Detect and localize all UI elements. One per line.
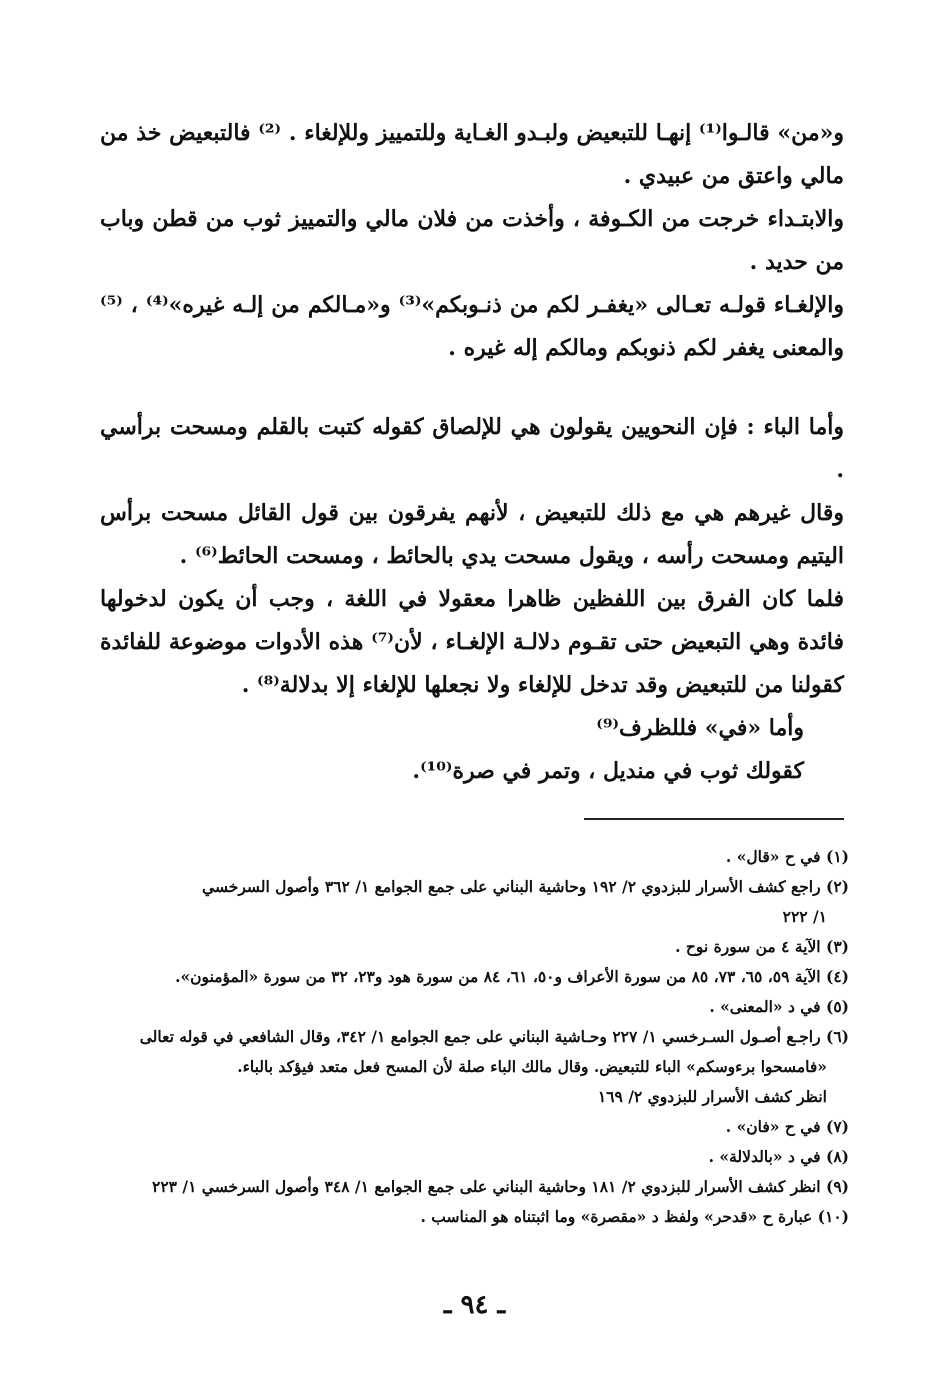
footnotes-section	[80, 842, 849, 1232]
paragraph-min: و«من» قالـوا⁽¹⁾ إنهـا للتبعيض ولبـدو الغـاية وللتمييز وللإلغاء . ⁽²⁾ فالتبعيض خذ من مالي واعتق من عبيدي .	[100, 120, 845, 189]
paragraph-ba: وأما الباء : فإن النحويين يقولون هي للإلصاق كقوله كتبت بالقلم ومسحت برأسي .	[100, 414, 844, 483]
main-body-text	[100, 112, 844, 793]
footnote-6: (٦) راجـع أصـول السـرخسي ١/ ٢٢٧ وحـاشية البناني على جمع الجوامع ١/ ٣٤٢، وقال الشافعي في قوله تعالى	[139, 1027, 849, 1046]
paragraph-example: كقولك ثوب في منديل ، وتمر في صرة⁽¹⁰⁾.	[412, 758, 804, 784]
footnote-2: (٢) راجع كشف الأسرار للبزدوي ٢/ ١٩٢ وحاشية البناني على جمع الجوامع ١/ ٣٦٢ وأصول السرخسي	[202, 877, 849, 896]
footnote-6-continuation: «فامسحوا برءوسكم» الباء للتبعيض. وقال مالك الباء صلة لأن المسح فعل متعد فيؤكد بالباء.	[237, 1057, 827, 1076]
footnote-separator	[584, 818, 844, 820]
paragraph-fi: وأما «في» فللظرف⁽⁹⁾	[596, 715, 804, 741]
paragraph-ilgha: والإلغـاء قولـه تعـالى «يغفـر لكم من ذنـوبكم»⁽³⁾ و«مـالكم من إلـه غيره»⁽⁴⁾ ، ⁽⁵⁾والمعنى يغفر لكم ذنوبكم ومالكم إله غيره .	[100, 292, 844, 361]
footnote-1: (١) في ح «قال» .	[725, 847, 849, 866]
paragraph-farq: فلما كان الفرق بين اللفظين ظاهرا معقولا في اللغة ، وجب أن يكون لدخولها فائدة وهي التبعيض حتى تقـوم دلالـة الإلغـاء ، لأن⁽⁷⁾ هذه الأدوات موضوعة للفائدة كقولنا من للتبعيض وقد تدخل للإلغاء ولا نجعلها للإلغاء إلا بدلالة⁽⁸⁾ .	[100, 586, 844, 698]
footnote-10: (١٠) عبارة ح «قدحر» ولفظ د «مقصرة» وما اثبتناه هو المناسب .	[420, 1207, 849, 1226]
page-number: ـ ٩٤ ـ	[443, 1290, 506, 1320]
footnote-5: (٥) في د «المعنى» .	[709, 997, 849, 1016]
paragraph-tabeed: وقال غيرهم هي مع ذلك للتبعيض ، لأنهم يفرقون بين قول القائل مسحت برأس اليتيم ومسحت رأسه ، ويقول مسحت يدي بالحائط ، ومسحت الحائط⁽⁶⁾ .	[100, 500, 844, 569]
footnote-3: (٣) الآية ٤ من سورة نوح .	[675, 937, 849, 956]
footnote-2-continuation: ١/ ٢٢٢	[782, 907, 827, 926]
footnote-4: (٤) الآية ٥٩، ٦٥، ٧٣، ٨٥ من سورة الأعراف و٥٠، ٦١، ٨٤ من سورة هود و٢٣، ٣٢ من سورة «المؤمنون».	[175, 967, 849, 986]
footnote-7: (٧) في ح «فان» .	[725, 1117, 849, 1136]
paragraph-gap	[100, 370, 844, 406]
paragraph-ibtida: والابتـداء خرجت من الكـوفة ، وأخذت من فلان مالي والتمييز ثوب من قطن وباب من حديد .	[100, 206, 844, 275]
footnote-9: (٩) انظر كشف الأسرار للبزدوي ٢/ ١٨١ وحاشية البناني على جمع الجوامع ١/ ٣٤٨ وأصول السرخسي ١/ ٢٢٣	[152, 1177, 849, 1196]
footnote-6-reference: انظر كشف الأسرار للبزدوي ٢/ ١٦٩	[597, 1087, 827, 1106]
footnote-8: (٨) في د «بالدلالة» .	[708, 1147, 849, 1166]
